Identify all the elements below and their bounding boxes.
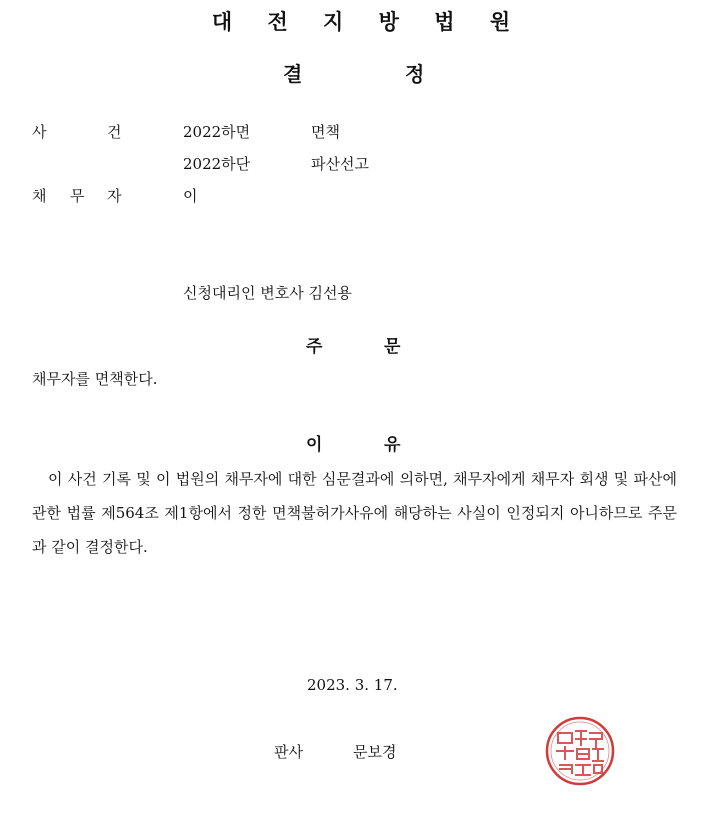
case-label-a: 사 <box>32 123 47 141</box>
case-number-2: 2022하단 <box>183 155 251 173</box>
case-number-1: 2022하면 <box>183 123 251 141</box>
decision-date: 2023. 3. 17. <box>307 676 398 694</box>
case-name-2: 파산선고 <box>311 155 369 173</box>
case-label-b: 건 <box>107 123 122 141</box>
reason-text: 이 사건 기록 및 이 법원의 채무자에 대한 심문결과에 의하면, 채무자에게 채무자 회생 및 파산에 관한 법률 제564조 제1항에서 정한 면책불허가사유에 해당하는 사실이 인정되지 아니하므로 주문과 같이 결정한다. <box>32 470 677 556</box>
reason-heading-left: 이 <box>306 435 323 455</box>
order-text: 채무자를 면책한다. <box>32 370 158 388</box>
court-name: 대 전 지 방 법 원 <box>211 10 525 34</box>
debtor-value: 이 <box>183 187 198 205</box>
order-heading-left: 주 <box>306 337 323 357</box>
debtor-label-2: 무 <box>70 187 85 205</box>
order-heading-right: 문 <box>384 337 401 357</box>
reason-heading-right: 유 <box>384 435 401 455</box>
doc-type-left: 결 <box>283 62 303 86</box>
doc-type-right: 정 <box>405 62 425 86</box>
court-seal-icon <box>544 715 616 787</box>
applicant-agent: 신청대리인 변호사 김선용 <box>183 284 352 302</box>
judge-name: 문보경 <box>353 743 397 761</box>
case-name-1: 면책 <box>311 123 340 141</box>
debtor-label-1: 채 <box>32 187 47 205</box>
debtor-label-3: 자 <box>107 187 122 205</box>
judge-title: 판사 <box>274 743 303 761</box>
